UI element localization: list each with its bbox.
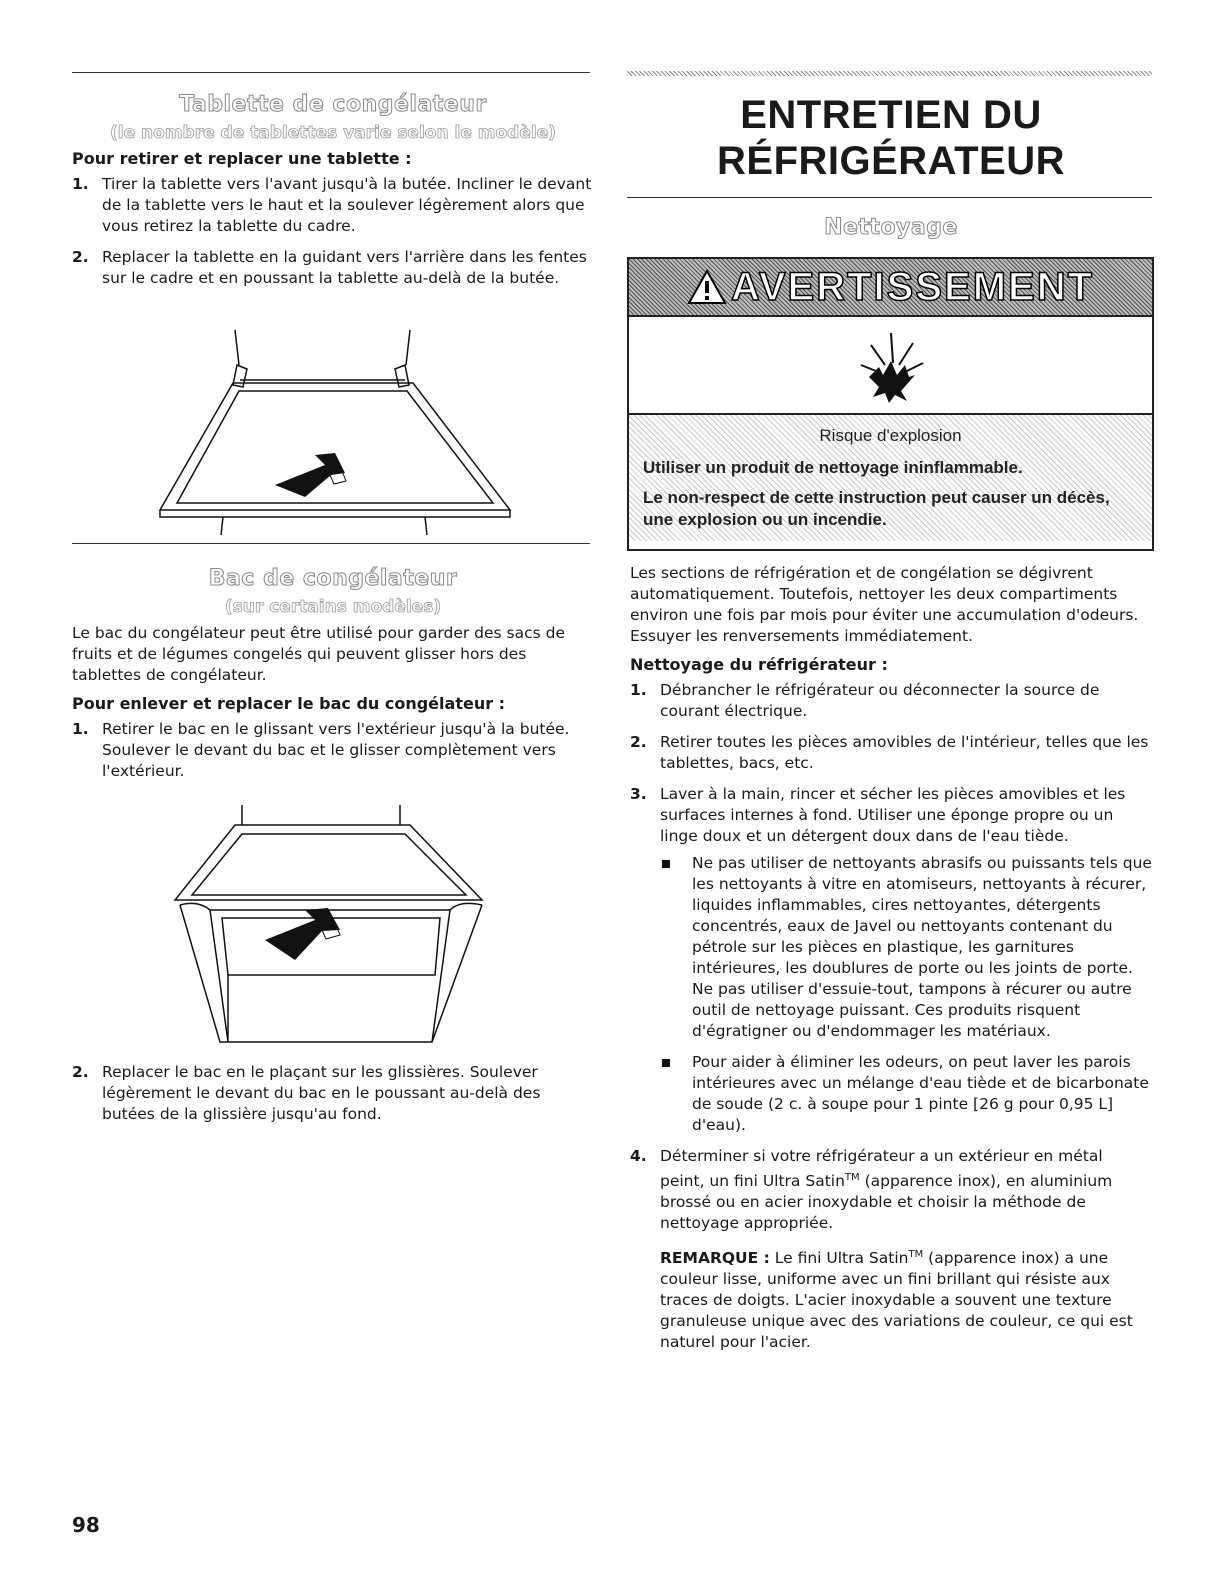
step-text: Retirer le bac en le glissant vers l'extérieur jusqu'à la butée. Soulever le devant du bac et le glisser complètement vers l'extérieur. (102, 720, 570, 780)
step-text: Replacer le bac en le plaçant sur les glissières. Soulever légèrement le devant du bac en le poussant au-delà des butées de la glissière jusqu'au fond. (102, 1063, 541, 1123)
bullet-item (660, 853, 1152, 1042)
step-number: 1. (72, 720, 89, 738)
bin-section (72, 566, 594, 792)
bin-intro: Le bac du congélateur peut être utilisé pour garder des sacs de fruits et de légumes congelés qui peuvent glisser hors des tablettes de congélateur. (72, 624, 566, 684)
step-text: Tirer la tablette vers l'avant jusqu'à la butée. Incliner le devant de la tablette vers le haut et la soulever légèrement alors que vous retirez la tablette du cadre. (102, 175, 592, 235)
top-rule-left (72, 72, 590, 73)
bullet-text: Ne pas utiliser de nettoyants abrasifs ou puissants tels que les nettoyants à vitre en atomiseurs, nettoyants à récurer, liquides inflammables, cires nettoyantes, détergents concentrés, eaux de Javel ou nettoyants contenant du pétrole sur les pièces en plastique, les garnitures intérieures, les doublures de porte ou les joints de porte. Ne pas utiliser d'essuie-tout, tampons à récurer ou autre outil de nettoyage puissant. Ces produits risquent d'égratigner ou d'endommager les matériaux. (692, 854, 1152, 1040)
note-text-cont: (apparence inox) a une couleur lisse, uniforme avec un fini brillant qui résiste aux traces de doigts. L'acier inoxydable a souvent une texture granuleuse unique avec des variations de couleur, ce qui est naturel pour l'acier. (660, 1249, 1133, 1352)
bin-step-1 (72, 719, 594, 782)
step-text: Déterminer si votre réfrigérateur a un extérieur en métal peint, un fini Ultra Satin (660, 1147, 1103, 1191)
bin-section-subtitle: (sur certains modèles) (224, 597, 442, 617)
bin-section-cont (72, 1062, 594, 1135)
bullet-text: Pour aider à éliminer les odeurs, on peut laver les parois intérieures avec un mélange d'eau tiède et de bicarbonate de soude (2 c. à soupe pour 1 pinte [26 g pour 0,95 L] d'eau). (692, 1053, 1149, 1134)
step-number: 1. (72, 175, 89, 193)
bin-illustration (170, 800, 490, 1050)
step-text-cont: (apparence inox), en aluminium brossé ou en acier inoxydable et choisir la méthode de nettoyage appropriée. (660, 1172, 1113, 1233)
warning-line-1: Utiliser un produit de nettoyage ininflammable. (643, 458, 1023, 477)
step-number: 2. (72, 248, 89, 266)
shelf-section (72, 92, 594, 299)
main-title-line-2: RÉFRIGÉRATEUR (717, 139, 1065, 183)
step-number: 4. (630, 1147, 647, 1165)
bin-step-2 (72, 1062, 594, 1125)
bin-steps-1 (72, 719, 594, 782)
warning-body (629, 413, 1152, 541)
warning-header-text: AVERTISSEMENT (730, 264, 1095, 309)
cleaning-section-title: Nettoyage (824, 215, 958, 240)
step-number: 2. (630, 733, 647, 751)
main-title-block (630, 92, 1152, 184)
cleaning-intro: Les sections de réfrigération et de congélation se dégivrent automatiquement. Toutefois, nettoyer les deux compartiments environ une fois par mois pour éviter une accumulation d'odeurs. Essuyer les renversements immédiatement. (630, 564, 1139, 645)
shelf-section-title: Tablette de congélateur (179, 92, 487, 117)
note-text: Le fini Ultra Satin (769, 1249, 909, 1268)
warning-line-2: Le non-respect de cette instruction peut causer un décès, une explosion ou un incendie. (643, 488, 1110, 529)
explosion-icon (851, 325, 931, 405)
step-text: Débrancher le réfrigérateur ou déconnecter la source de courant électrique. (660, 681, 1100, 720)
hazard-title: Risque d'explosion (819, 426, 962, 445)
step-number: 1. (630, 681, 647, 699)
step-text: Retirer toutes les pièces amovibles de l'intérieur, telles que les tablettes, bacs, etc. (660, 733, 1149, 772)
cleaning-step-4 (630, 1146, 1152, 1353)
warning-triangle-icon (687, 269, 727, 305)
shelf-illustration (155, 325, 515, 540)
step-number: 2. (72, 1063, 89, 1081)
shelf-subhead: Pour retirer et replacer une tablette : (72, 149, 412, 168)
step-text: Replacer la tablette en la guidant vers l'arrière dans les fentes sur le cadre et en poussant la tablette au-delà de la butée. (102, 248, 587, 287)
cleaning-step-3 (630, 784, 1152, 1136)
bullet-square-icon (662, 1059, 670, 1067)
bin-section-title: Bac de congélateur (208, 566, 458, 591)
bin-steps-2 (72, 1062, 594, 1125)
shelf-steps (72, 174, 594, 289)
bullet-square-icon (662, 860, 670, 868)
cleaning-step-1 (630, 680, 1152, 722)
note-paragraph (660, 1244, 1152, 1353)
bullet-item (660, 1052, 1152, 1136)
top-rule-right (627, 71, 1152, 76)
trademark-mark: TM (844, 1172, 860, 1183)
section-divider-left (72, 543, 590, 544)
cleaning-bullets (660, 853, 1152, 1136)
shelf-step-1 (72, 174, 594, 237)
cleaning-steps (630, 680, 1152, 1353)
title-rule (627, 197, 1152, 198)
cleaning-section (630, 563, 1152, 1363)
warning-header (629, 259, 1152, 317)
note-label: REMARQUE : (660, 1249, 770, 1268)
step-text: Laver à la main, rincer et sécher les pièces amovibles et les surfaces internes à fond. Utiliser une éponge propre ou un linge doux et un détergent doux dans de l'eau tiède. (660, 785, 1126, 845)
step-number: 3. (630, 785, 647, 803)
cleaning-step-2 (630, 732, 1152, 774)
cleaning-title-block (630, 215, 1152, 240)
cleaning-subhead: Nettoyage du réfrigérateur : (630, 655, 888, 674)
bin-subhead: Pour enlever et replacer le bac du congélateur : (72, 694, 506, 713)
main-title-line-1: ENTRETIEN DU (740, 93, 1042, 137)
shelf-section-subtitle: (le nombre de tablettes varie selon le modèle) (110, 123, 556, 143)
warning-symbol-area (629, 317, 1152, 413)
shelf-step-2 (72, 247, 594, 289)
trademark-mark: TM (908, 1249, 924, 1261)
page-number: 98 (72, 1513, 100, 1537)
warning-box (627, 257, 1154, 551)
